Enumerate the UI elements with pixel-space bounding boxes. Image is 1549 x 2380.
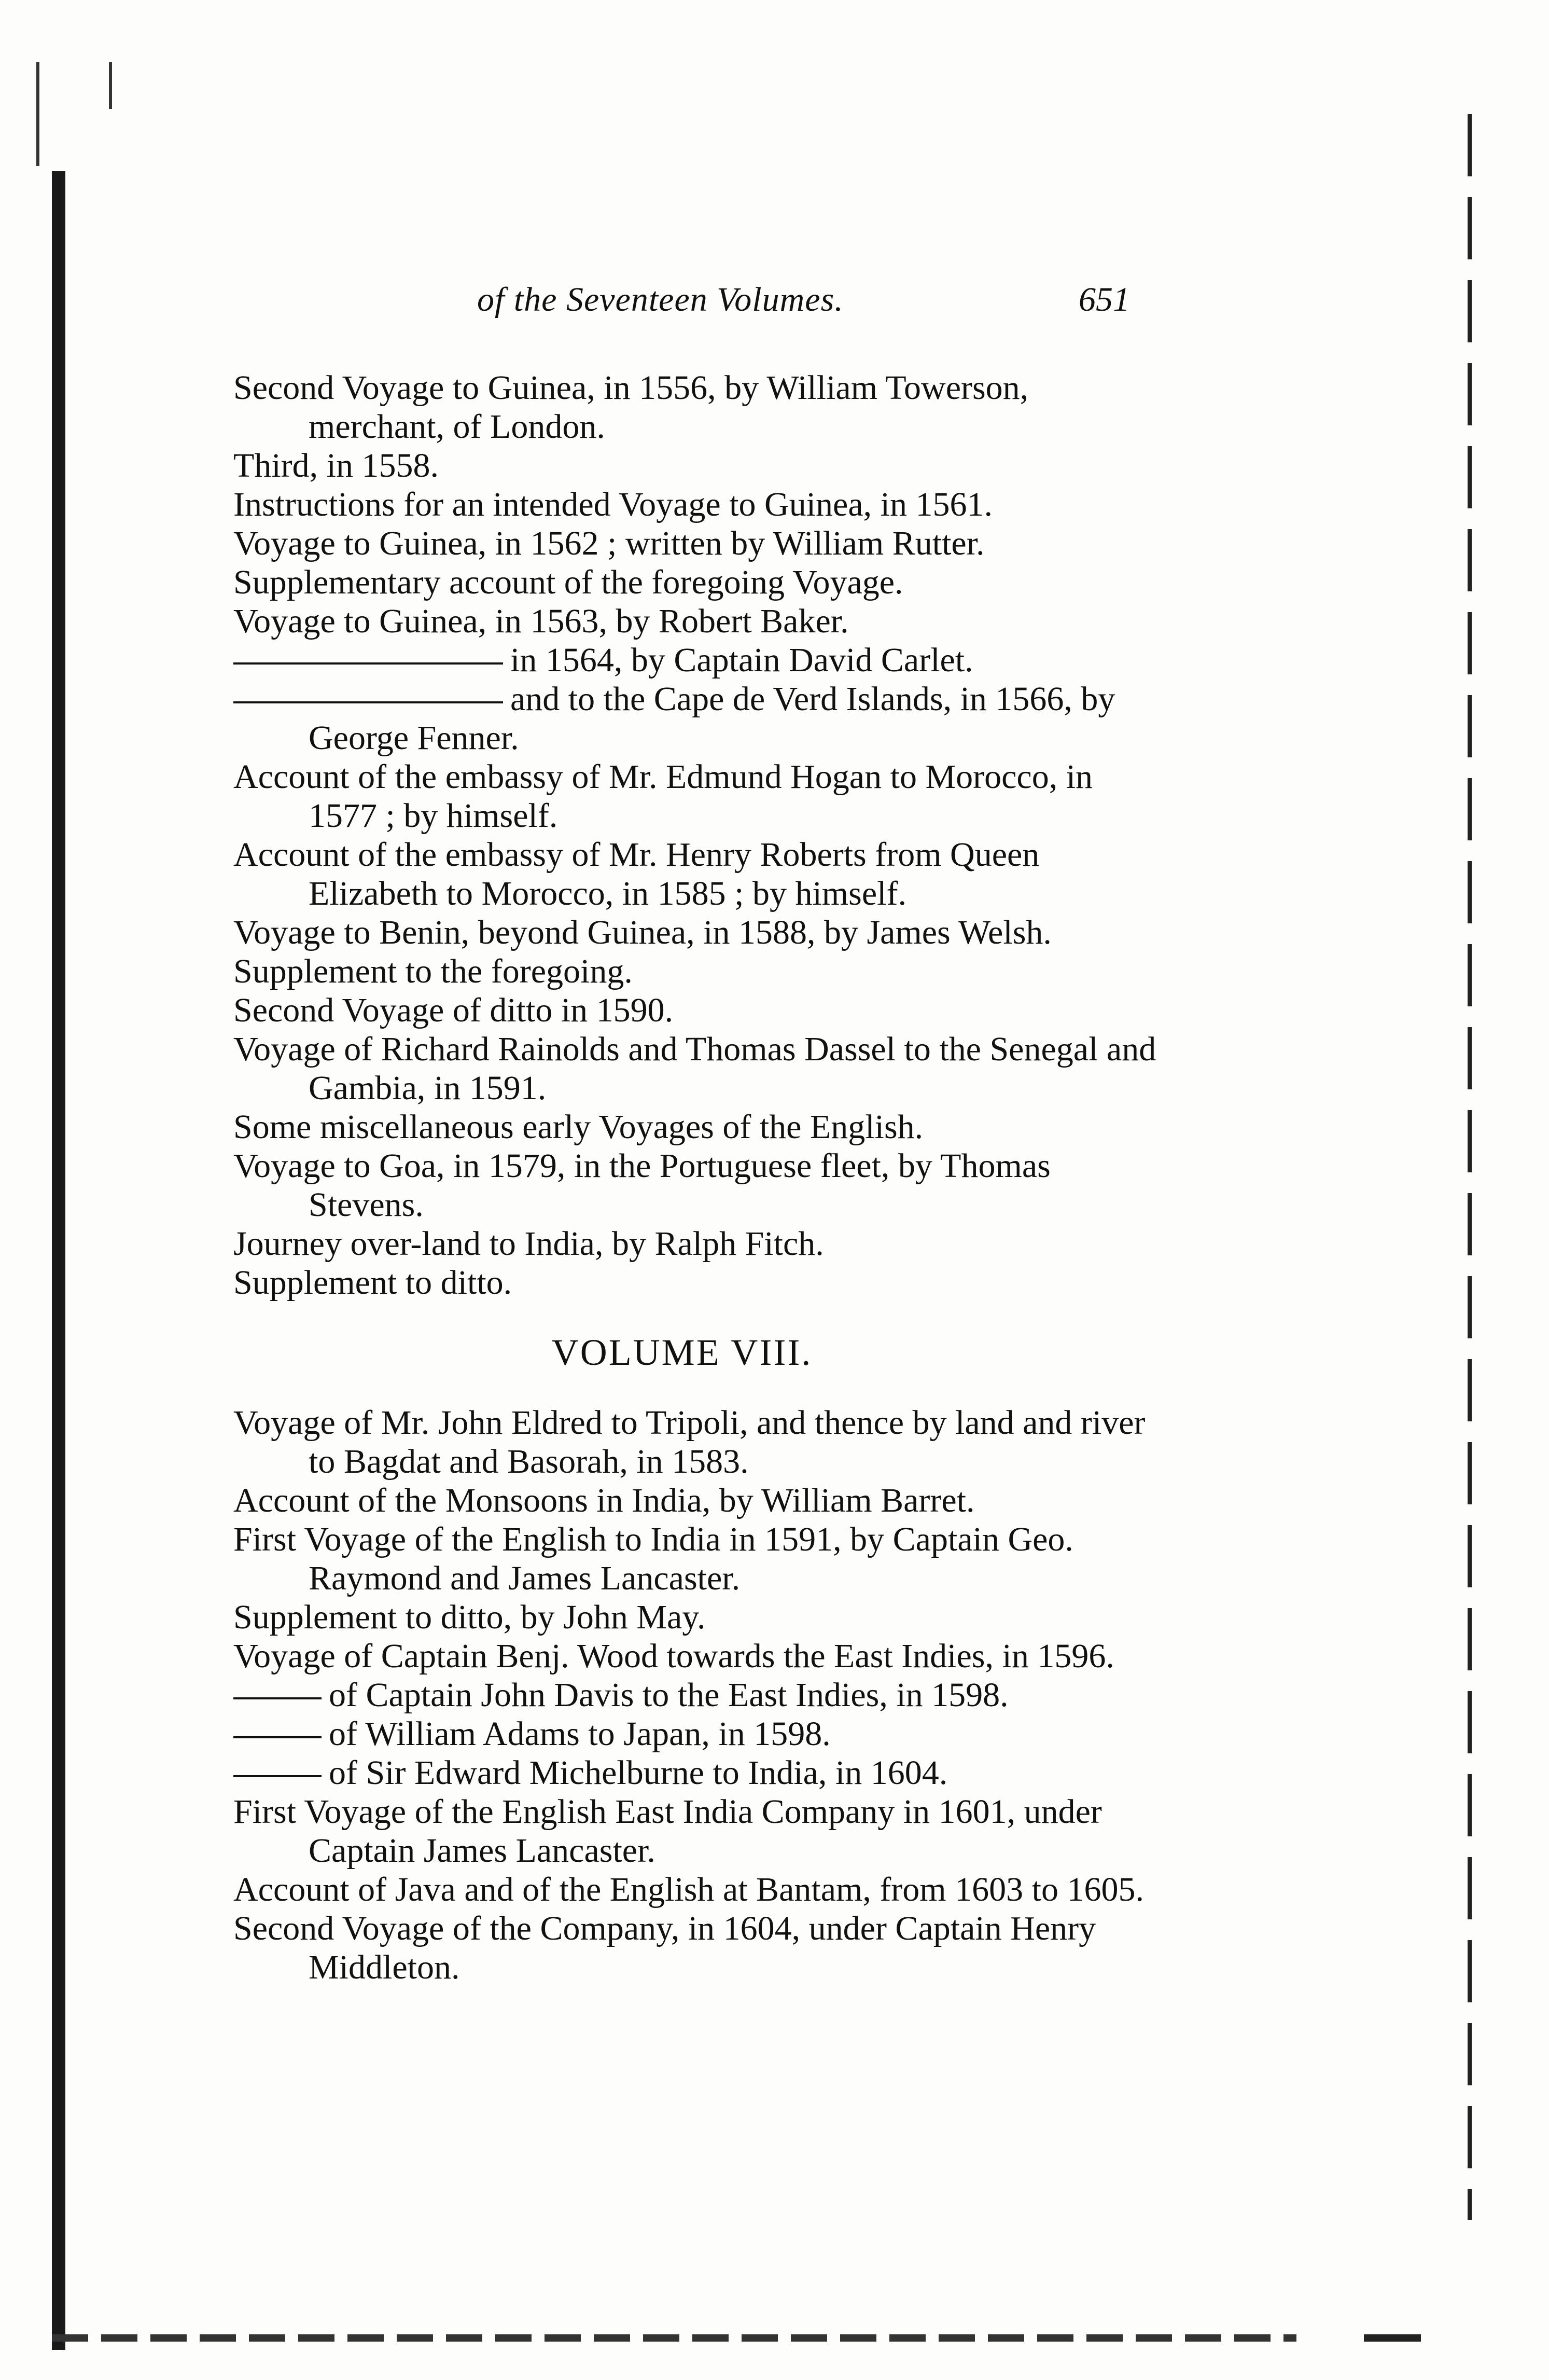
- contents-entry: [233, 1263, 1162, 1302]
- contents-entry-text: Some miscellaneous early Voyages of the English.: [233, 1108, 924, 1146]
- ditto-dash: [233, 1775, 322, 1777]
- contents-entry-text: in 1564, by Captain David Carlet.: [510, 641, 973, 679]
- contents-entry: [233, 446, 1162, 485]
- contents-entry-text: Account of the Monsoons in India, by William Barret.: [233, 1482, 975, 1519]
- scan-edge-mark: [109, 62, 112, 109]
- contents-entry-text: Voyage to Goa, in 1579, in the Portuguese fleet, by Thomas Stevens.: [233, 1147, 1051, 1224]
- contents-entry: [233, 1481, 1162, 1520]
- contents-entry: [233, 1753, 1162, 1792]
- contents-entry: [233, 1714, 1162, 1753]
- contents-entry-text: Supplement to the foregoing.: [233, 952, 633, 990]
- contents-entry-text: Instructions for an intended Voyage to Guinea, in 1561.: [233, 486, 993, 523]
- contents-entry: [233, 1676, 1162, 1714]
- contents-entry-text: Second Voyage of the Company, in 1604, under Captain Henry Middleton.: [233, 1909, 1096, 1986]
- contents-entry: [233, 680, 1162, 757]
- contents-entry: [233, 524, 1162, 563]
- contents-entry: [233, 485, 1162, 524]
- contents-entry-text: Account of the embassy of Mr. Henry Roberts from Queen Elizabeth to Morocco, in 1585 ; by himself.: [233, 836, 1040, 912]
- contents-entry-text: of William Adams to Japan, in 1598.: [329, 1715, 831, 1753]
- contents-section-volume-vii: [233, 368, 1162, 1302]
- page-edge-right: [1468, 114, 1472, 2220]
- contents-entry-text: Voyage to Guinea, in 1562 ; written by William Rutter.: [233, 524, 985, 562]
- ditto-dash: [233, 1697, 322, 1699]
- contents-entry-text: Voyage to Benin, beyond Guinea, in 1588, by James Welsh.: [233, 914, 1052, 951]
- volume-heading: VOLUME VIII.: [551, 1332, 813, 1373]
- contents-entry: [233, 757, 1162, 835]
- contents-entry-text: Voyage of Mr. John Eldred to Tripoli, and thence by land and river to Bagdat and Basorah, in 1583.: [233, 1404, 1146, 1480]
- contents-entry: [233, 368, 1162, 446]
- binding-edge: [52, 171, 65, 2350]
- contents-entry-text: Journey over-land to India, by Ralph Fitch.: [233, 1225, 824, 1263]
- contents-entry: [233, 1146, 1162, 1224]
- contents-entry-text: First Voyage of the English to India in 1591, by Captain Geo. Raymond and James Lancaster.: [233, 1520, 1073, 1597]
- contents-list: [233, 368, 1162, 1987]
- contents-entry-text: Supplement to ditto, by John May.: [233, 1598, 706, 1636]
- contents-entry-text: Second Voyage of ditto in 1590.: [233, 991, 674, 1029]
- contents-entry: [233, 952, 1162, 991]
- contents-entry-text: Voyage of Richard Rainolds and Thomas Dassel to the Senegal and Gambia, in 1591.: [233, 1030, 1156, 1107]
- contents-entry: [233, 1637, 1162, 1676]
- contents-entry-text: Account of Java and of the English at Bantam, from 1603 to 1605.: [233, 1871, 1144, 1908]
- contents-entry: [233, 641, 1162, 680]
- contents-entry: [233, 1520, 1162, 1598]
- ditto-dash: [233, 701, 503, 703]
- ditto-dash: [233, 1736, 322, 1738]
- contents-entry: [233, 1909, 1162, 1987]
- contents-entry-text: First Voyage of the English East India Company in 1601, under Captain James Lancaster.: [233, 1793, 1102, 1870]
- page-edge-bottom: [52, 2334, 1296, 2342]
- contents-entry-text: Second Voyage to Guinea, in 1556, by William Towerson, merchant, of London.: [233, 369, 1029, 446]
- running-head-title: of the Seventeen Volumes.: [477, 281, 844, 319]
- running-head: [239, 280, 1172, 327]
- page-number: 651: [1079, 281, 1130, 319]
- contents-entry-text: of Captain John Davis to the East Indies, in 1598.: [329, 1676, 1009, 1714]
- contents-entry: [233, 835, 1162, 913]
- contents-entry-text: Third, in 1558.: [233, 447, 439, 485]
- contents-entry: [233, 991, 1162, 1030]
- contents-entry: [233, 1792, 1162, 1870]
- contents-entry-text: Supplement to ditto.: [233, 1264, 512, 1302]
- page-edge-bottom-mark: [1364, 2334, 1421, 2342]
- contents-entry-text: of Sir Edward Michelburne to India, in 1604.: [329, 1754, 948, 1792]
- contents-entry-text: Voyage to Guinea, in 1563, by Robert Baker.: [233, 602, 849, 640]
- contents-entry: [233, 1108, 1162, 1146]
- contents-entry: [233, 1870, 1162, 1909]
- contents-entry: [233, 563, 1162, 602]
- contents-entry: [233, 602, 1162, 641]
- contents-entry-text: Supplementary account of the foregoing Voyage.: [233, 563, 903, 601]
- contents-entry: [233, 1224, 1162, 1263]
- contents-section-volume-viii: [233, 1403, 1162, 1987]
- contents-entry-text: Voyage of Captain Benj. Wood towards the East Indies, in 1596.: [233, 1637, 1114, 1675]
- ditto-dash: [233, 662, 503, 665]
- contents-entry: [233, 1030, 1162, 1108]
- contents-entry: [233, 1598, 1162, 1637]
- contents-entry: [233, 913, 1162, 952]
- contents-entry-text: Account of the embassy of Mr. Edmund Hogan to Morocco, in 1577 ; by himself.: [233, 758, 1093, 835]
- scan-edge-mark: [36, 62, 39, 166]
- contents-entry-text: and to the Cape de Verd Islands, in 1566, by George Fenner.: [309, 680, 1115, 757]
- contents-entry: [233, 1403, 1162, 1481]
